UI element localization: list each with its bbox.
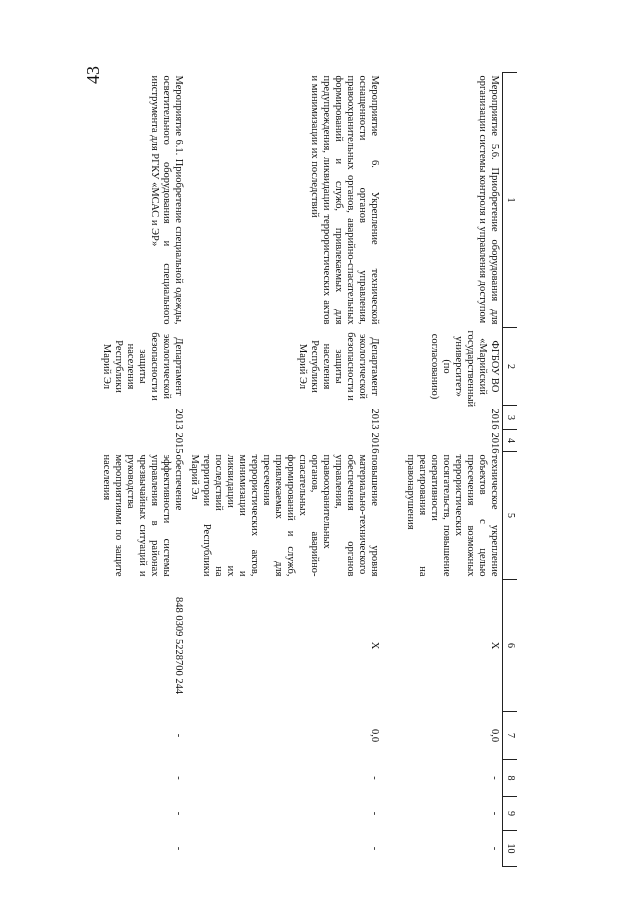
- expected-result: техническое укрепление объектов с целью пресечения возможных террористических посягательств, повышение оперативности реагирования на правонарушения: [405, 454, 500, 577]
- measure-title: Мероприятие 5.6. Приобретение оборудования для организации системы контроля и управления доступом: [477, 75, 500, 325]
- column-header: 1: [503, 73, 518, 328]
- measures-table: [74, 72, 517, 867]
- column-header: 8: [503, 760, 518, 797]
- budget-code: X: [489, 641, 500, 650]
- budget-code: 848 0309 5228700 244: [173, 596, 184, 695]
- table-row: [74, 73, 186, 867]
- table-row: [186, 73, 382, 867]
- start-year: 2016: [489, 408, 500, 430]
- amount-cell: -: [173, 776, 184, 780]
- page-number: 43: [83, 66, 103, 84]
- expected-result: повышение уровня материально-технического обеспечения органов управления, правоохранительных органов, аварийно-спасательных формирований и служб, привлекаемых для пресечения террористических актов, минимизации и ликвидации их последствий на территории Республики Марий Эл: [189, 454, 380, 577]
- start-year: 2013: [369, 408, 380, 430]
- executor: ФГБОУ ВО «Марийский государственный университет» (по согласованию): [429, 330, 500, 408]
- table-row: [382, 73, 503, 867]
- amount-cell: -: [489, 846, 500, 851]
- executor: Департамент экологической безопасности и защиты населения Республики Марий Эл: [297, 332, 380, 401]
- amount-cell: -: [489, 776, 500, 780]
- column-header: 9: [503, 797, 518, 831]
- column-header: 10: [503, 831, 518, 867]
- column-header: 5: [503, 452, 518, 580]
- amount-cell: -: [369, 846, 380, 851]
- amount-cell: -: [369, 811, 380, 816]
- amount-cell: -: [173, 811, 184, 816]
- executor: Департамент экологической безопасности и защиты населения Республики Марий Эл: [101, 332, 184, 401]
- end-year: 2016: [369, 432, 380, 454]
- end-year: 2016: [489, 432, 500, 454]
- amount-cell: -: [173, 846, 184, 851]
- amount-cell: 0,0: [489, 728, 500, 743]
- header-row: [503, 73, 518, 867]
- measure-title: Мероприятие 6.1. Приобретение специальной одежды, осветительного оборудования и специального инструмента для РГКУ «МСАС и ЭР»: [149, 75, 184, 325]
- budget-code: X: [369, 641, 380, 650]
- measure-title: Мероприятие 6. Укрепление технической оснащенности органов управления, правоохранительных органов, аварийно-спасательных формирований и служб, привлекаемых для предупреждения, ликвидации террористических актов и минимизации их последствий: [309, 75, 380, 325]
- amount-cell: 0,0: [369, 728, 380, 743]
- amount-cell: -: [489, 811, 500, 816]
- column-header: 2: [503, 328, 518, 406]
- end-year: 2015: [173, 432, 184, 454]
- start-year: 2013: [173, 408, 184, 430]
- rotated-table-container: [101, 72, 517, 866]
- column-header: 6: [503, 580, 518, 712]
- column-header: 4: [503, 430, 518, 452]
- expected-result: обеспечение эффективности системы управления в районах чрезвычайных ситуаций и руководства мероприятиями по защите населения: [101, 454, 184, 577]
- column-header: 3: [503, 406, 518, 430]
- column-header: 7: [503, 712, 518, 760]
- amount-cell: -: [173, 733, 184, 738]
- amount-cell: -: [369, 776, 380, 780]
